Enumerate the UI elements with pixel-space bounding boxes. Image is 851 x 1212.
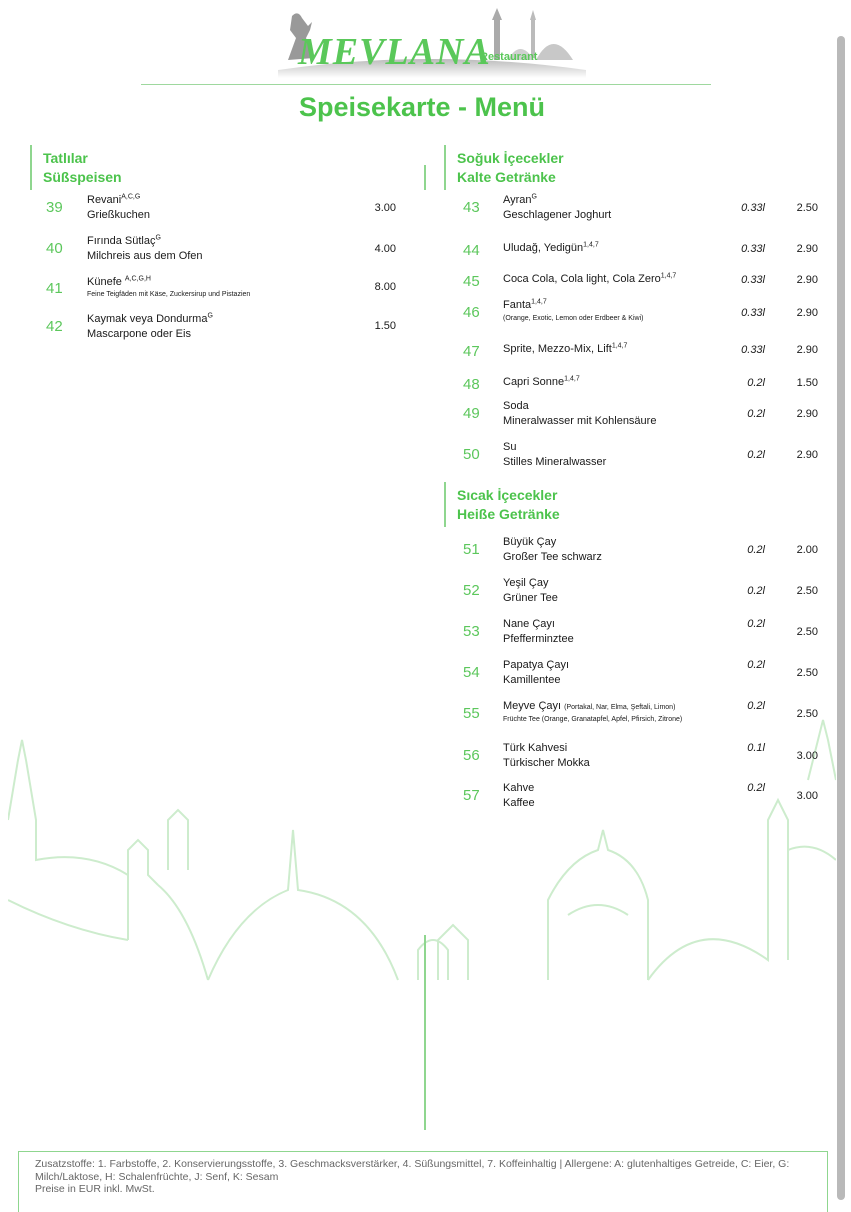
item-number: 43 <box>463 199 480 216</box>
center-column-rule-bottom <box>424 935 426 1130</box>
item-description: Früchte Tee (Orange, Granatapfel, Apfel, Pfirsich, Zitrone) <box>503 716 683 723</box>
logo-subtitle: Restaurant <box>480 51 538 63</box>
item-description: Mascarpone oder Eis <box>87 328 191 340</box>
header-divider <box>141 84 711 85</box>
item-volume: 0.33l <box>741 344 765 356</box>
menu-item <box>463 535 823 569</box>
section-title-de: Kalte Getränke <box>457 169 556 185</box>
item-price: 2.50 <box>796 708 818 720</box>
item-volume: 0.2l <box>747 408 765 420</box>
menu-item <box>463 699 823 733</box>
item-price: 8.00 <box>374 281 396 293</box>
item-description: Grüner Tee <box>503 592 558 604</box>
menu-item <box>463 298 823 332</box>
center-column-rule-top <box>424 165 426 190</box>
item-price: 3.00 <box>796 750 818 762</box>
item-name: Fanta$^{1,4,7}$ <box>503 298 547 311</box>
item-number: 52 <box>463 582 480 599</box>
item-price: 2.50 <box>796 202 818 214</box>
item-name: Türk Kahvesi <box>503 742 568 754</box>
item-volume: 0.2l <box>747 585 765 597</box>
item-price: 2.50 <box>796 626 818 638</box>
item-volume: 0.2l <box>747 700 765 712</box>
menu-item <box>46 234 406 268</box>
item-price: 2.90 <box>796 449 818 461</box>
item-name: Papatya Çayı <box>503 659 570 671</box>
page-title: Speisekarte - Menü <box>298 92 546 122</box>
item-description: Pfefferminztee <box>503 633 574 645</box>
item-volume: 0.2l <box>747 377 765 389</box>
item-name: Kaymak veya Dondurma$^G$ <box>87 312 213 325</box>
item-name: Yeşil Çay <box>503 577 549 589</box>
scrollbar[interactable] <box>837 36 845 1200</box>
item-description: Kamillentee <box>503 674 561 686</box>
item-price: 2.90 <box>796 344 818 356</box>
allergen-codes: 1,4,7 <box>531 298 547 306</box>
section-title-tr: Sıcak İçecekler <box>457 487 558 503</box>
item-number: 40 <box>46 240 63 257</box>
item-price: 2.90 <box>796 408 818 420</box>
menu-item <box>463 576 823 610</box>
item-number: 48 <box>463 376 480 393</box>
allergen-codes: 1,4,7 <box>583 241 599 249</box>
allergen-codes: 1,4,7 <box>660 272 677 280</box>
menu-item <box>463 335 823 369</box>
item-price: 2.90 <box>796 307 818 319</box>
item-name: Su <box>503 441 517 453</box>
section-title-hot-drinks <box>457 486 560 524</box>
item-name: Revani$^{A,C,G}$ <box>87 193 141 206</box>
item-price: 3.00 <box>374 202 396 214</box>
item-description: Mineralwasser mit Kohlensäure <box>503 415 657 427</box>
menu-item <box>46 274 406 308</box>
item-volume: 0.33l <box>741 307 765 319</box>
section-title-de: Süßspeisen <box>43 169 122 185</box>
item-number: 47 <box>463 343 480 360</box>
item-name: Fırında Sütlaç$^G$ <box>87 234 161 247</box>
section-title-tr: Tatlılar <box>43 150 88 166</box>
menu-item <box>463 193 823 227</box>
item-name: Coca Cola, Cola light, Cola Zero$^{1,4,7}$ <box>503 272 677 285</box>
allergen-codes: 1,4,7 <box>564 375 580 383</box>
menu-item <box>463 741 823 775</box>
item-name: Künefe $^{A,C,G,H}$ <box>87 275 151 288</box>
item-volume: 0.33l <box>741 274 765 286</box>
item-name: Uludağ, Yedigün$^{1,4,7}$ <box>503 241 599 254</box>
item-description: (Orange, Exotic, Lemon oder Erdbeer & Kiwi) <box>503 315 644 322</box>
item-description: Türkischer Mokka <box>503 757 590 769</box>
item-description: Geschlagener Joghurt <box>503 209 612 221</box>
menu-page <box>8 0 836 1200</box>
hot-section-rule <box>444 482 446 527</box>
item-price: 1.50 <box>374 320 396 332</box>
item-name: Soda <box>503 400 529 412</box>
item-name: Sprite, Mezzo-Mix, Lift$^{1,4,7}$ <box>503 342 628 355</box>
allergen-codes: G <box>531 193 537 201</box>
item-volume: 0.33l <box>741 243 765 255</box>
item-volume: 0.2l <box>747 618 765 630</box>
item-name: Nane Çayı <box>503 618 555 630</box>
footer-notes <box>35 1158 825 1196</box>
menu-item <box>46 312 406 346</box>
item-name: Meyve Çayı (Portakal, Nar, Elma, Şeftali, Limon) <box>503 700 676 712</box>
footer-box <box>18 1151 828 1212</box>
item-price: 2.90 <box>796 274 818 286</box>
menu-item <box>463 658 823 692</box>
item-price: 3.00 <box>796 790 818 802</box>
menu-item <box>463 399 823 433</box>
item-number: 57 <box>463 787 480 804</box>
section-title-cold-drinks <box>457 149 564 187</box>
item-volume: 0.2l <box>747 449 765 461</box>
item-volume: 0.2l <box>747 782 765 794</box>
menu-item <box>463 234 823 268</box>
item-name: Ayran$^G$ <box>503 193 537 206</box>
item-description: Feine Teigfäden mit Käse, Zuckersirup und Pistazien <box>87 291 251 298</box>
item-description: Grießkuchen <box>87 209 150 221</box>
item-volume: 0.2l <box>747 659 765 671</box>
menu-item <box>463 781 823 815</box>
item-number: 45 <box>463 273 480 290</box>
item-name: Capri Sonne$^{1,4,7}$ <box>503 375 580 388</box>
item-number: 39 <box>46 199 63 216</box>
item-number: 44 <box>463 242 480 259</box>
cold-section-rule <box>444 145 446 190</box>
item-price: 2.00 <box>796 544 818 556</box>
section-title-tr: Soğuk İçecekler <box>457 150 564 166</box>
item-price: 2.50 <box>796 585 818 597</box>
item-number: 46 <box>463 304 480 321</box>
item-volume: 0.2l <box>747 544 765 556</box>
item-description: Stilles Mineralwasser <box>503 456 607 468</box>
logo-wordmark: MEVLANA <box>298 31 491 73</box>
item-number: 42 <box>46 318 63 335</box>
menu-item <box>463 617 823 651</box>
allergen-codes: 1,4,7 <box>611 342 628 350</box>
item-description: Milchreis aus dem Ofen <box>87 250 203 262</box>
item-number: 56 <box>463 747 480 764</box>
item-description: Großer Tee schwarz <box>503 551 602 563</box>
item-volume: 0.33l <box>741 202 765 214</box>
allergen-codes: G <box>207 312 213 320</box>
allergen-codes: G <box>155 234 161 242</box>
item-name: Kahve <box>503 782 535 794</box>
allergen-codes: A,C,G,H <box>124 275 151 283</box>
section-title-de: Heiße Getränke <box>457 506 560 522</box>
section-title-desserts <box>43 149 122 187</box>
menu-item <box>46 193 406 227</box>
price-note: Preise in EUR inkl. MwSt. <box>35 1183 155 1195</box>
item-number: 54 <box>463 664 480 681</box>
item-description: Kaffee <box>503 797 535 809</box>
allergen-codes: A,C,G <box>121 193 141 201</box>
menu-item <box>463 368 823 402</box>
item-number: 51 <box>463 541 480 558</box>
item-price: 2.90 <box>796 243 818 255</box>
menu-item <box>463 265 823 299</box>
menu-item <box>463 440 823 474</box>
item-name: Büyük Çay <box>503 536 557 548</box>
additives-allergens-note: Zusatzstoffe: 1. Farbstoffe, 2. Konservierungsstoffe, 3. Geschmacksverstärker, 4. Süßungsmittel, 7. Koffeinhaltig | Allergene: A: glutenhaltiges Getreide, C: Eier, G: Milch/Laktose, H: Schalenfrüchte, J: Senf, K: Sesam <box>35 1158 790 1183</box>
item-number: 50 <box>463 446 480 463</box>
item-price: 2.50 <box>796 667 818 679</box>
item-name-note: (Portakal, Nar, Elma, Şeftali, Limon) <box>564 704 676 711</box>
left-column-rule <box>30 145 32 190</box>
item-number: 55 <box>463 705 480 722</box>
item-number: 49 <box>463 405 480 422</box>
item-price: 1.50 <box>796 377 818 389</box>
item-number: 41 <box>46 280 63 297</box>
item-price: 4.00 <box>374 243 396 255</box>
item-number: 53 <box>463 623 480 640</box>
item-volume: 0.1l <box>747 742 765 754</box>
